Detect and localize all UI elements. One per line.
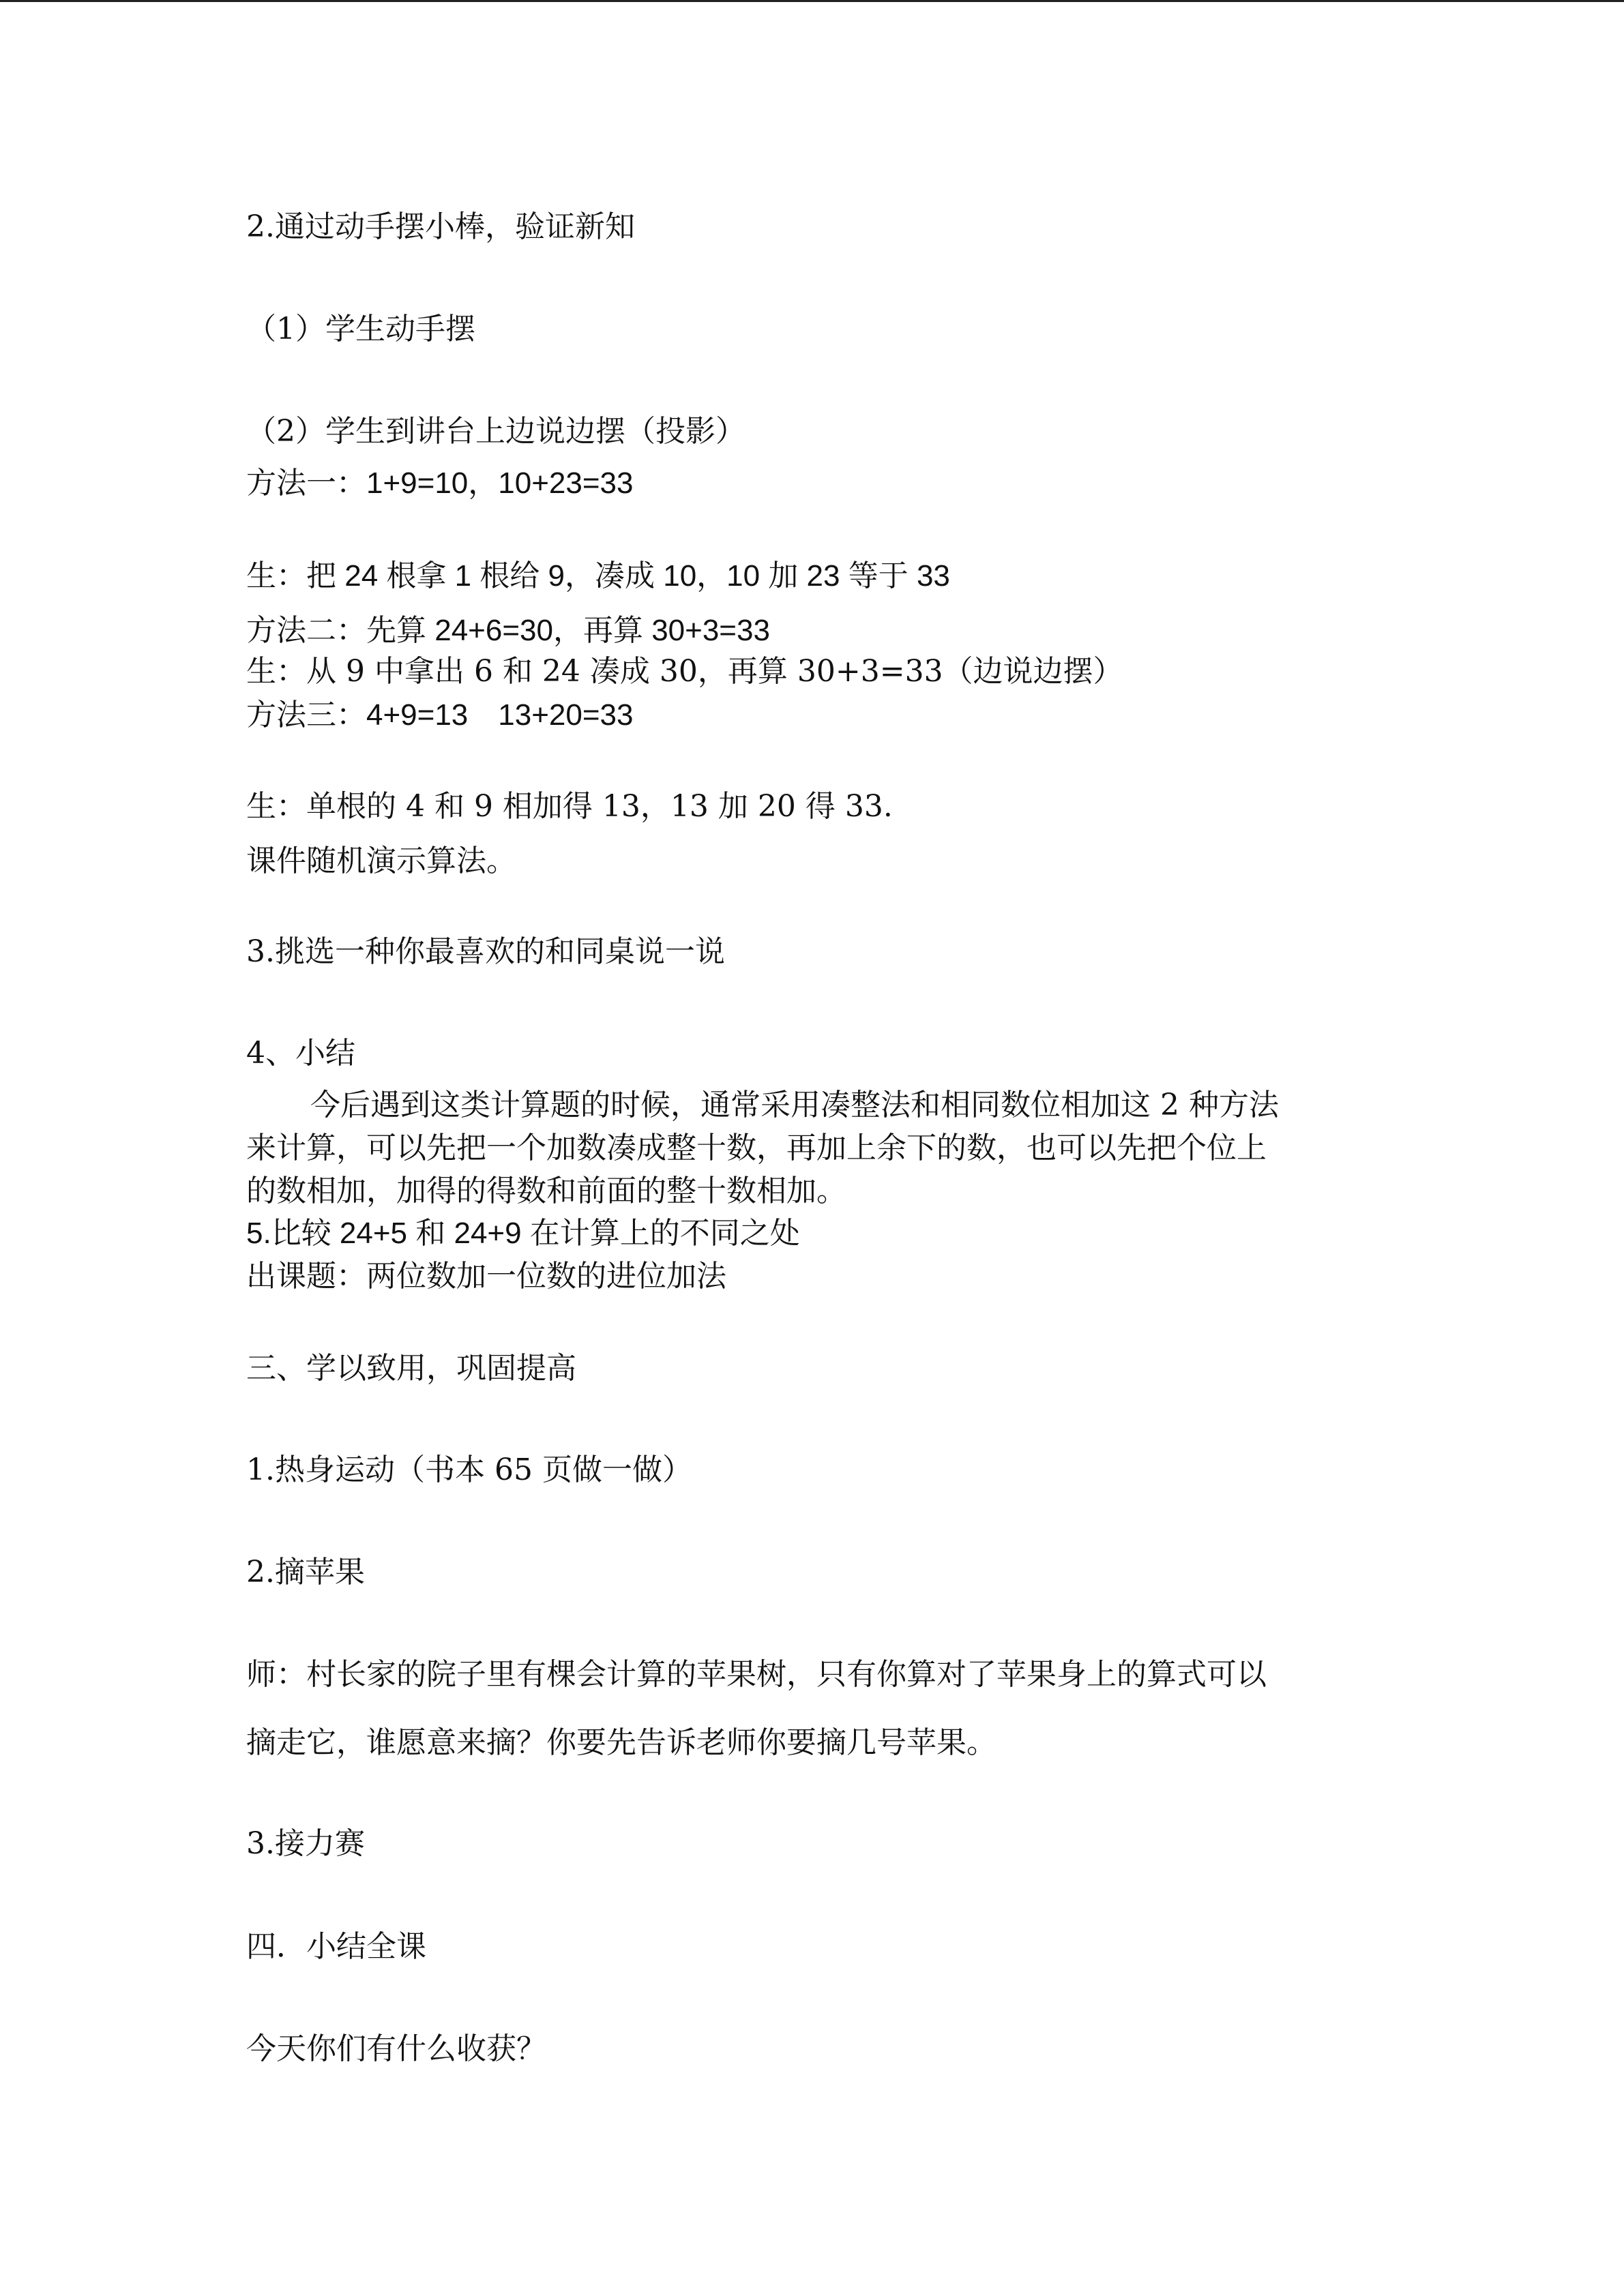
step-3-heading: 3.挑选一种你最喜欢的和同桌说一说 [246,934,725,969]
method-2: 方法二：先算 24+6=30，再算 30+3=33 [246,614,770,647]
summary-paragraph-line-1: 今后遇到这类计算题的时候，通常采用凑整法和相同数位相加这 2 种方法 [310,1088,1279,1122]
summary-heading: 4、小结 [246,1036,355,1071]
teacher-instruction-line-2: 摘走它，谁愿意来摘？你要先告诉老师你要摘几号苹果。 [246,1725,996,1760]
exercise-1-warmup: 1.热身运动（书本 65 页做一做） [246,1452,692,1487]
summary-paragraph-line-3: 的数相加，加得的得数和前面的整十数相加。 [246,1174,846,1208]
student-answer-3: 生：单根的 4 和 9 相加得 13，13 加 20 得 33. [246,789,893,824]
exercise-3-relay: 3.接力赛 [246,1826,365,1861]
method-3: 方法三：4+9=13 13+20=33 [246,698,634,732]
exercise-2-pick-apples: 2.摘苹果 [246,1555,365,1590]
student-answer-1: 生：把 24 根拿 1 根给 9，凑成 10，10 加 23 等于 33 [246,559,950,593]
step-2-heading: 2.通过动手摆小棒，验证新知 [246,209,635,244]
closing-question: 今天你们有什么收获？ [246,2031,546,2066]
step-2-item-2: （2）学生到讲台上边说边摆（投影） [246,414,745,449]
lesson-topic: 出课题：两位数加一位数的进位加法 [246,1259,726,1293]
courseware-demo-note: 课件随机演示算法。 [246,844,516,878]
summary-paragraph-line-2: 来计算，可以先把一个加数凑成整十数，再加上余下的数，也可以先把个位上 [246,1131,1267,1165]
teacher-instruction-line-1: 师：村长家的院子里有棵会计算的苹果树，只有你算对了苹果身上的算式可以 [246,1657,1267,1692]
section-3-heading: 三、学以致用，巩固提高 [246,1351,576,1386]
step-5-compare: 5.比较 24+5 和 24+9 在计算上的不同之处 [246,1217,800,1250]
step-2-item-1: （1）学生动手摆 [246,312,475,346]
method-1: 方法一：1+9=10，10+23=33 [246,466,634,500]
section-4-heading: 四．小结全课 [246,1929,426,1964]
page-top-border [0,0,1624,2]
student-answer-2: 生：从 9 中拿出 6 和 24 凑成 30，再算 30+3=33（边说边摆） [246,654,1123,689]
